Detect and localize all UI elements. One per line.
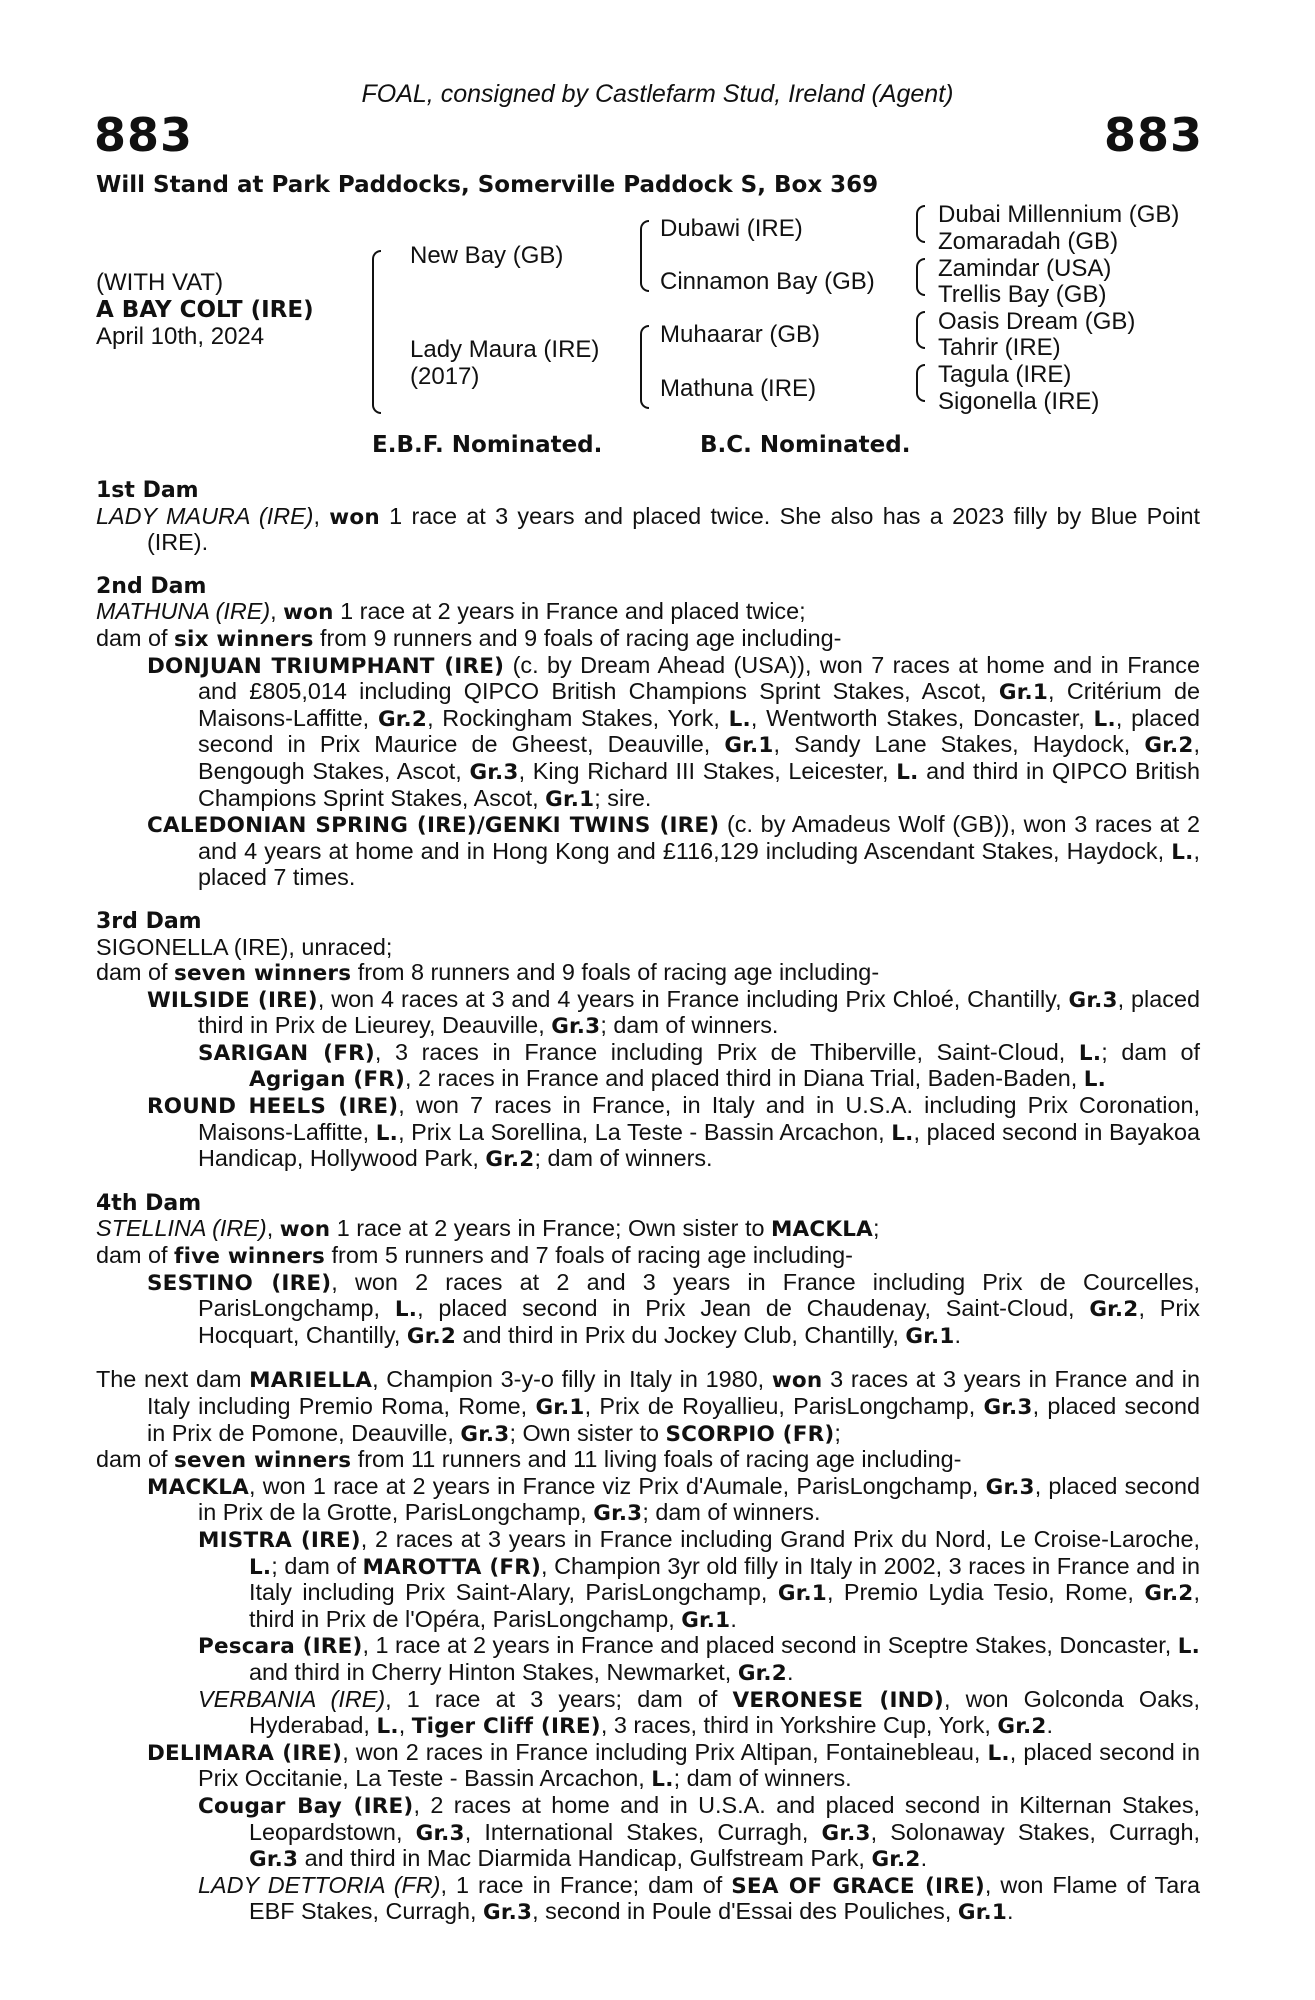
pedigree-paragraph: LADY DETTORIA (FR), 1 race in France; dam of SEA OF GRACE (IRE), won Flame of Tara EBF Stakes, Curragh, Gr.3, second in Poule d'Essai des Pouliches, Gr.1. [198,1871,1201,1926]
consignor-line: FOAL, consigned by Castlefarm Stud, Ireland (Agent) [361,80,954,108]
stand-location: Will Stand at Park Paddocks, Somerville Paddock S, Box 369 [96,172,879,198]
pedigree-paragraph: DONJUAN TRIUMPHANT (IRE) (c. by Dream Ahead (USA)), won 7 races at home and in France and £805,014 including QIPCO British Champions Sprint Stakes, Ascot, Gr.1, Critérium de Maisons-Laffitte, Gr.2, Rockingham Stakes, York, L., Wentworth Stakes, Doncaster, L., placed second in Prix Maurice de Gheest, Deauville, Gr.1, Sandy Lane Stakes, Haydock, Gr.2, Bengough Stakes, Ascot, Gr.3, King Richard III Stakes, Leicester, L. and third in QIPCO British Champions Sprint Stakes, Ascot, Gr.1; sire. [147,651,1200,812]
pedigree-paragraph: MATHUNA (IRE), won 1 race at 2 years in France and placed twice; [96,598,806,626]
pedigree-paragraph: dam of five winners from 5 runners and 7 foals of racing age including- [96,1242,853,1270]
sire: New Bay (GB) [410,242,564,269]
pedigree-paragraph: ROUND HEELS (IRE), won 7 races in France, in Italy and in U.S.A. including Prix Coronation, Maisons-Laffitte, L., Prix La Sorellina, La Teste - Bassin Arcachon, L., placed second in Bayakoa Handicap, Hollywood Park, Gr.2; dam of winners. [147,1092,1200,1173]
dam-section [96,909,1200,1173]
bracket [916,258,925,296]
section-heading: 3rd Dam [96,908,202,934]
pedigree-paragraph: Cougar Bay (IRE), 2 races at home and in U.S.A. and placed second in Kilternan Stakes, Leopardstown, Gr.3, International Stakes, Curragh, Gr.3, Solonaway Stakes, Curragh, Gr.3 and third in Mac Diarmida Handicap, Gulfstream Park, Gr.2. [198,1791,1201,1873]
bracket [372,250,381,414]
dam-dam: Mathuna (IRE) [660,375,817,402]
pedigree-paragraph: SIGONELLA (IRE), unraced; [96,933,393,960]
pedigree-paragraph: dam of seven winners from 11 runners and 11 living foals of racing age including- [96,1446,962,1474]
pedigree-paragraph: dam of seven winners from 8 runners and 9 foals of racing age including- [96,959,880,987]
sd-dam: Trellis Bay (GB) [938,281,1107,308]
section-heading: 2nd Dam [96,573,207,599]
dam-section [96,1191,1200,1350]
pedigree-paragraph: Pescara (IRE), 1 race at 2 years in France and placed second in Sceptre Stakes, Doncaster, L. and third in Cherry Hinton Stakes, Newmarket, Gr.2. [198,1632,1200,1686]
pedigree-paragraph: DELIMARA (IRE), won 2 races in France including Prix Altipan, Fontainebleau, L., placed second in Prix Occitanie, La Teste - Bassin Arcachon, L.; dam of winners. [147,1738,1200,1793]
dd-dam: Sigonella (IRE) [938,388,1100,415]
bracket [640,325,649,409]
section-heading: 4th Dam [96,1190,202,1216]
pedigree-paragraph: STELLINA (IRE), won 1 race at 2 years in France; Own sister to MACKLA; [96,1215,880,1243]
pedigree-paragraph: VERBANIA (IRE), 1 race at 3 years; dam of VERONESE (IND), won Golconda Oaks, Hyderabad, L., Tiger Cliff (IRE), 3 races, third in Yorkshire Cup, York, Gr.2. [198,1685,1200,1740]
dam-section [96,1367,1200,1925]
dam-year: (2017) [410,363,480,390]
lot-name: A BAY COLT (IRE) [96,297,314,323]
bracket [916,205,925,243]
sd-sire: Zamindar (USA) [938,255,1112,282]
ds-sire: Oasis Dream (GB) [938,308,1136,335]
pedigree-paragraph: SESTINO (IRE), won 2 races at 2 and 3 years in France including Prix de Courcelles, ParisLongchamp, L., placed second in Prix Jean de Chaudenay, Saint-Cloud, Gr.2, Prix Hocquart, Chantilly, Gr.2 and third in Prix du Jockey Club, Chantilly, Gr.1. [147,1268,1200,1349]
bracket [640,220,649,292]
dam-section [96,478,1200,556]
pedigree-paragraph: LADY MAURA (IRE), won 1 race at 3 years and placed twice. She also has a 2023 filly by Blue Point (IRE). [96,502,1200,556]
bracket [916,311,925,349]
lot-number-left: 883 [94,108,194,162]
dd-sire: Tagula (IRE) [938,361,1072,388]
ss-sire: Dubai Millennium (GB) [938,201,1180,228]
vat-label: (WITH VAT) [96,269,224,296]
section-heading: 1st Dam [96,478,199,503]
ss-dam: Zomaradah (GB) [938,228,1119,255]
lot-number-right: 883 [1103,108,1203,162]
dam-sire: Muhaarar (GB) [660,321,821,348]
pedigree-paragraph: The next dam MARIELLA, Champion 3-y-o filly in Italy in 1980, won 3 races at 3 years in France and in Italy including Premio Roma, Rome, Gr.1, Prix de Royallieu, ParisLongchamp, Gr.3, placed second in Prix de Pomone, Deauville, Gr.3; Own sister to SCORPIO (FR); [96,1366,1200,1447]
pedigree-paragraph: WILSIDE (IRE), won 4 races at 3 and 4 years in France including Prix Chloé, Chantilly, Gr.3, placed third in Prix de Lieurey, Deauville, Gr.3; dam of winners. [147,985,1200,1040]
sire-sire: Dubawi (IRE) [660,215,803,242]
dam-section [96,574,1200,891]
pedigree-paragraph: MISTRA (IRE), 2 races at 3 years in France including Grand Prix du Nord, Le Croise-Laroche, L.; dam of MAROTTA (FR), Champion 3yr old filly in Italy in 2002, 3 races in France and in Italy including Prix Saint-Alary, ParisLongchamp, Gr.1, Premio Lydia Tesio, Rome, Gr.2, third in Prix de l'Opéra, ParisLongchamp, Gr.1. [198,1525,1200,1633]
pedigree-notes [96,478,1200,1944]
bc-nominated: B.C. Nominated. [700,432,911,458]
ds-dam: Tahrir (IRE) [938,334,1061,361]
pedigree-paragraph: dam of six winners from 9 runners and 9 foals of racing age including- [96,624,842,652]
sire-dam: Cinnamon Bay (GB) [660,268,875,295]
foaling-date: April 10th, 2024 [96,323,265,350]
dam: Lady Maura (IRE) [410,336,600,363]
pedigree-paragraph: CALEDONIAN SPRING (IRE)/GENKI TWINS (IRE) (c. by Amadeus Wolf (GB)), won 3 races at 2 and 4 years at home and in Hong Kong and £116,129 including Ascendant Stakes, Haydock, L., placed 7 times. [147,811,1200,891]
bracket [916,364,925,402]
ebf-nominated: E.B.F. Nominated. [372,432,603,458]
pedigree-paragraph: MACKLA, won 1 race at 2 years in France viz Prix d'Aumale, ParisLongchamp, Gr.3, placed second in Prix de la Grotte, ParisLongchamp, Gr.3; dam of winners. [147,1472,1200,1527]
pedigree-paragraph: SARIGAN (FR), 3 races in France including Prix de Thiberville, Saint-Cloud, L.; dam of Agrigan (FR), 2 races in France and placed third in Diana Trial, Baden-Baden, L. [198,1038,1200,1093]
